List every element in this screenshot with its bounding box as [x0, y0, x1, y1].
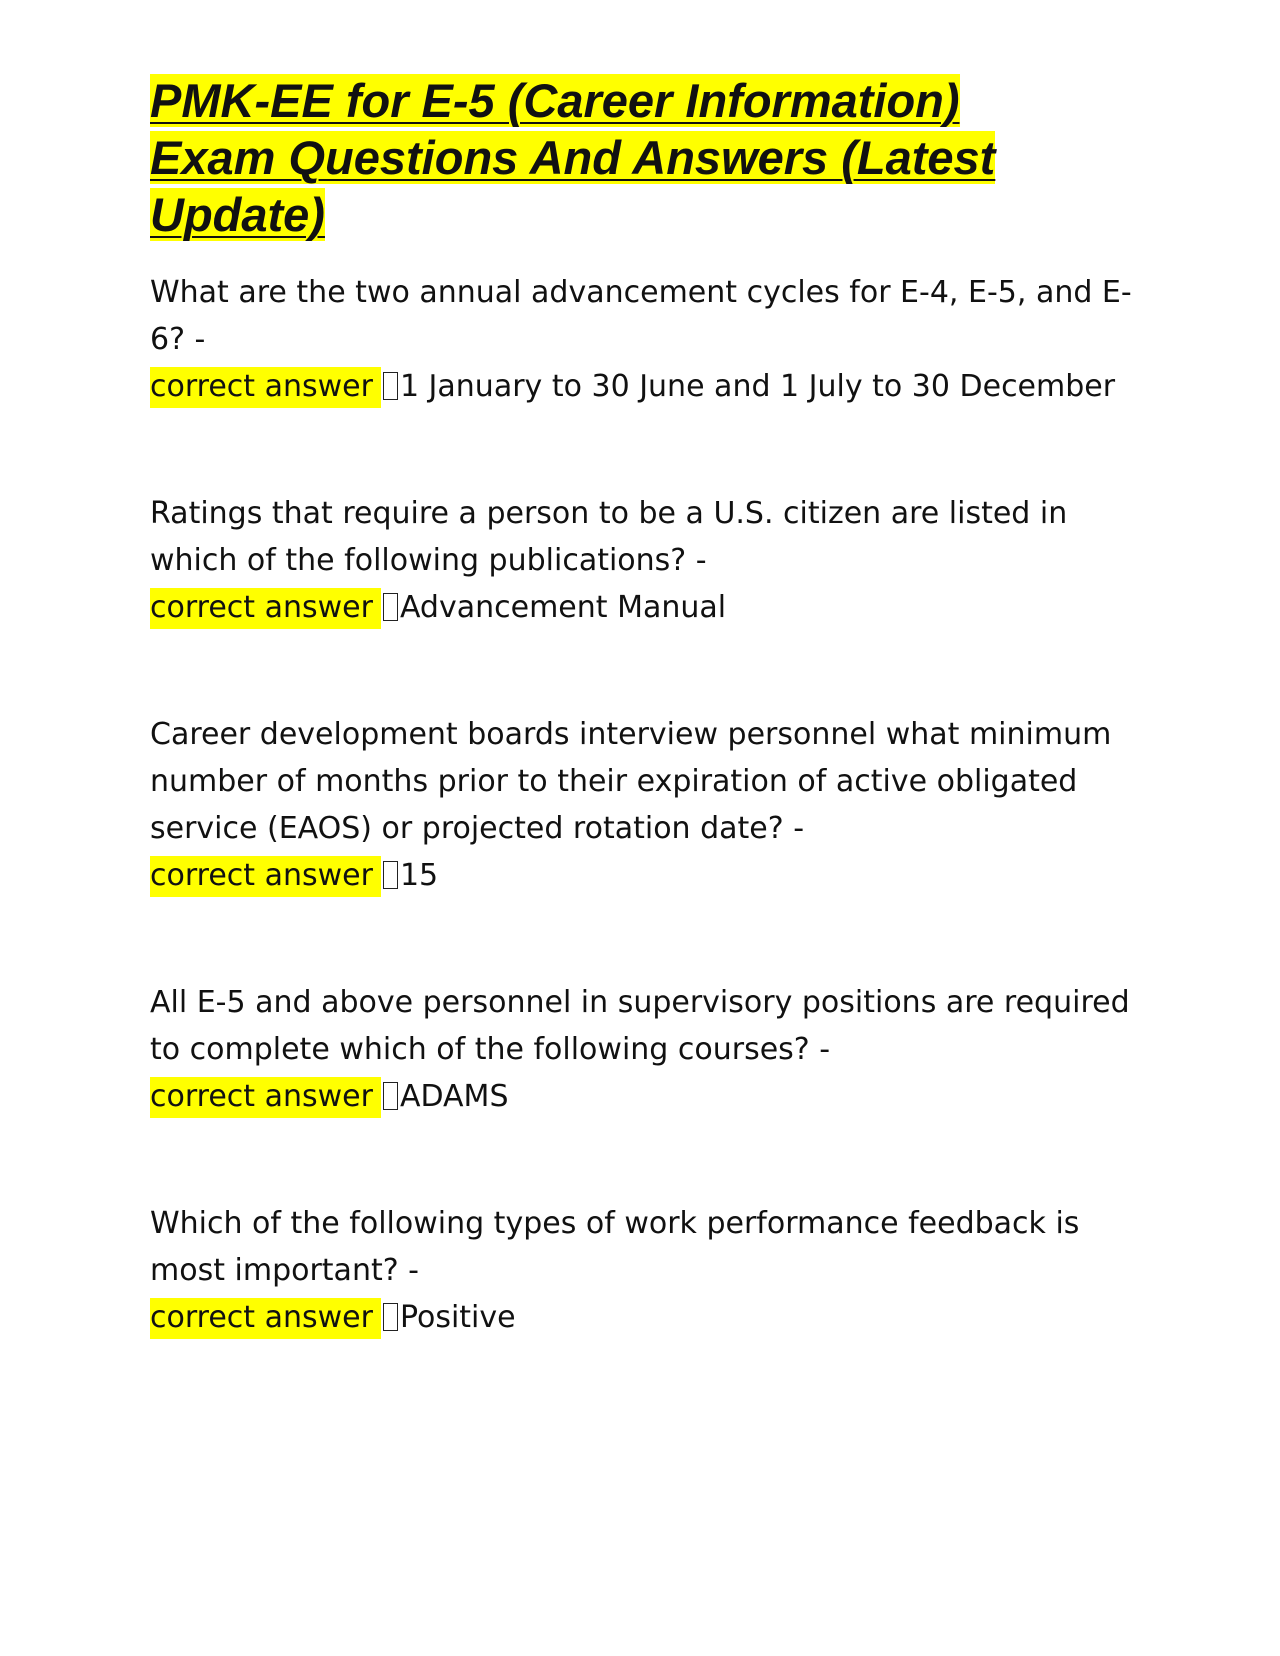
correct-answer-label: correct answer [150, 367, 381, 408]
answer-line [150, 1073, 1140, 1120]
title-line: Update) [150, 188, 325, 241]
document-page [150, 72, 1140, 1421]
answer-line [150, 1294, 1140, 1341]
missing-glyph-icon [383, 1303, 398, 1331]
missing-glyph-icon [383, 593, 398, 621]
question-text: All E-5 and above personnel in supervisory positions are required to complete which of the following courses? - [150, 985, 1130, 1067]
qa-item [150, 269, 1140, 410]
correct-answer-label: correct answer [150, 1077, 381, 1118]
answer-text: ADAMS [399, 1079, 509, 1114]
qa-item [150, 979, 1140, 1120]
correct-answer-label: correct answer [150, 856, 381, 897]
answer-text: 1 January to 30 June and 1 July to 30 December [399, 369, 1116, 404]
document-title [150, 72, 1140, 243]
qa-item [150, 711, 1140, 899]
title-line: PMK-EE for E-5 (Career Information) [150, 74, 960, 127]
correct-answer-label: correct answer [150, 1298, 381, 1339]
question-text: What are the two annual advancement cycles for E-4, E-5, and E-6? - [150, 275, 1132, 357]
missing-glyph-icon [383, 1082, 398, 1110]
correct-answer-label: correct answer [150, 588, 381, 629]
answer-text: Positive [399, 1300, 516, 1335]
answer-line [150, 852, 1140, 899]
question-text: Which of the following types of work performance feedback is most important? - [150, 1206, 1080, 1288]
question-text: Ratings that require a person to be a U.S. citizen are listed in which of the following publications? - [150, 496, 1068, 578]
missing-glyph-icon [383, 861, 398, 889]
qa-item [150, 1200, 1140, 1341]
title-line: Exam Questions And Answers (Latest [150, 131, 996, 184]
missing-glyph-icon [383, 372, 398, 400]
answer-text: Advancement Manual [399, 590, 727, 625]
qa-item [150, 490, 1140, 631]
answer-line [150, 363, 1140, 410]
answer-line [150, 584, 1140, 631]
question-text: Career development boards interview personnel what minimum number of months prior to their expiration of active obligated service (EAOS) or projected rotation date? - [150, 717, 1112, 846]
answer-text: 15 [399, 858, 439, 893]
